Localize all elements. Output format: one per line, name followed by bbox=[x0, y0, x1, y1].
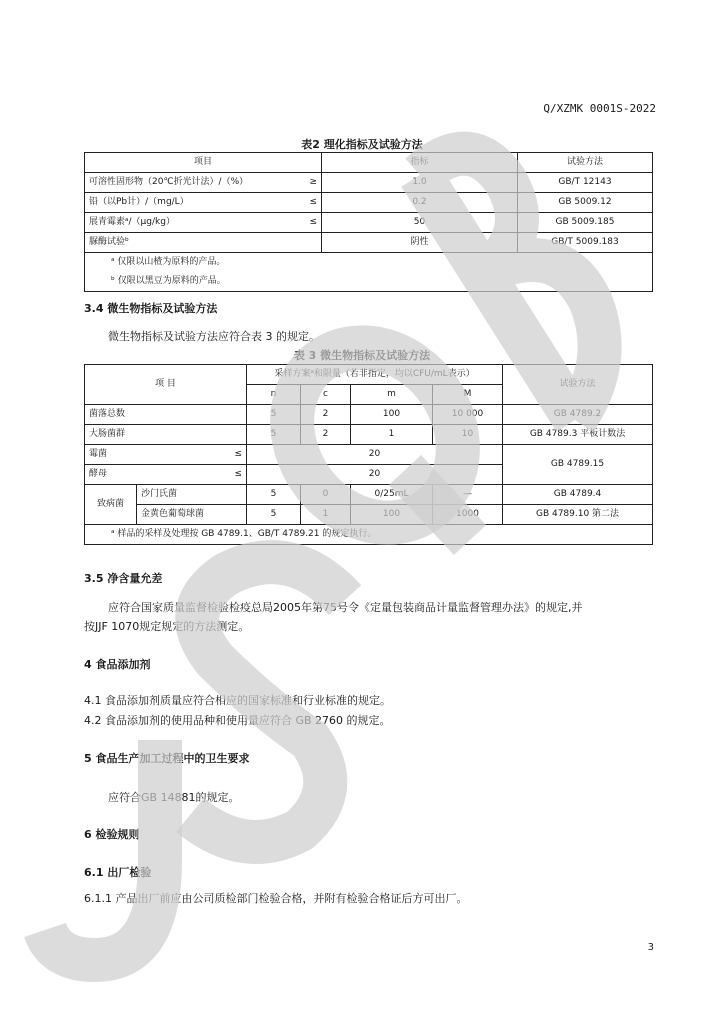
section-5-title: 5 食品生产加工过程中的卫生要求 bbox=[84, 752, 250, 765]
table-row bbox=[85, 425, 653, 445]
table3-n: 5 bbox=[247, 405, 301, 425]
table3-item: 酵母 bbox=[89, 469, 108, 479]
table-row bbox=[85, 505, 653, 525]
section-6-title: 6 检验规则 bbox=[84, 828, 140, 841]
table2-op: ≥ bbox=[309, 177, 317, 187]
table3-item: 霉菌 bbox=[89, 449, 108, 459]
table3-header-M: M bbox=[433, 385, 503, 405]
table3-M: 1000 bbox=[433, 505, 503, 525]
table2-caption: 表2 理化指标及试验方法 bbox=[301, 138, 423, 151]
table3-M: 10 000 bbox=[433, 405, 503, 425]
table3-method: GB 4789.15 bbox=[503, 445, 653, 485]
table3-c: 2 bbox=[301, 425, 351, 445]
table2-op: ≤ bbox=[309, 217, 317, 227]
table3-n: 5 bbox=[247, 485, 301, 505]
section-4-1: 4.1 食品添加剂质量应符合相应的国家标准和行业标准的规定。 bbox=[84, 694, 391, 707]
table2-method: GB/T 5009.183 bbox=[518, 233, 653, 253]
table3-item: 沙门氏菌 bbox=[137, 485, 247, 505]
table2-op: ≤ bbox=[309, 197, 317, 207]
table3-limit: 20 bbox=[247, 465, 503, 485]
table-row bbox=[85, 485, 653, 505]
table3-header-c: c bbox=[301, 385, 351, 405]
table3-method: GB 4789.10 第二法 bbox=[503, 505, 653, 525]
table2-value: 50 bbox=[322, 213, 518, 233]
table-row bbox=[85, 193, 653, 213]
table3-item: 金黄色葡萄球菌 bbox=[137, 505, 247, 525]
table2-value: 0.2 bbox=[322, 193, 518, 213]
page-number: 3 bbox=[647, 942, 654, 953]
table3-caption: 表 3 微生物指标及试验方法 bbox=[293, 349, 431, 362]
table2-item: 可溶性固形物（20℃折光计法）/（%） bbox=[89, 177, 249, 187]
table3-header-n: n bbox=[247, 385, 301, 405]
table3-limit: 20 bbox=[247, 445, 503, 465]
section-3-4-title: 3.4 微生物指标及试验方法 bbox=[84, 302, 218, 315]
table2-header-item: 项目 bbox=[85, 153, 322, 173]
section-6-1-1: 6.1.1 产品出厂前应由公司质检部门检验合格，并附有检验合格证后方可出厂。 bbox=[84, 892, 468, 905]
table-row bbox=[85, 213, 653, 233]
table2-note: ᵃ 仅限以山楂为原料的产品。 bbox=[85, 253, 653, 273]
table2-method: GB/T 12143 bbox=[518, 173, 653, 193]
table3-header-m: m bbox=[351, 385, 433, 405]
document-code: Q/XZMK 0001S-2022 bbox=[543, 102, 656, 115]
table3-m: 100 bbox=[351, 505, 433, 525]
table2-header-value: 指标 bbox=[322, 153, 518, 173]
section-6-1-title: 6.1 出厂检验 bbox=[84, 866, 152, 879]
table2-value: 1.0 bbox=[322, 173, 518, 193]
table-row bbox=[85, 173, 653, 193]
table2-method: GB 5009.185 bbox=[518, 213, 653, 233]
table3-method: GB 4789.2 bbox=[503, 405, 653, 425]
table3-m: 100 bbox=[351, 405, 433, 425]
section-3-5-paragraph-line1: 应符合国家质量监督检验检疫总局2005年第75号令《定量包装商品计量监督管理办法》的规定,并 bbox=[108, 601, 583, 614]
table3-c: 1 bbox=[301, 505, 351, 525]
table2-method: GB 5009.12 bbox=[518, 193, 653, 213]
section-5-paragraph: 应符合GB 14881的规定。 bbox=[108, 791, 240, 804]
table3-group: 致病菌 bbox=[85, 485, 137, 525]
table3 bbox=[84, 364, 653, 545]
table3-header-plan: 采样方案ᵃ和限量（若非指定，均以CFU/mL表示） bbox=[247, 365, 503, 385]
section-3-4-paragraph: 微生物指标及试验方法应符合表 3 的规定。 bbox=[108, 330, 320, 343]
table3-header-method: 试验方法 bbox=[503, 365, 653, 405]
table3-item: 菌落总数 bbox=[85, 405, 247, 425]
table2-item: 展青霉素ᵃ/（μg/kg） bbox=[89, 217, 175, 227]
table3-M: — bbox=[433, 485, 503, 505]
table-row bbox=[85, 445, 653, 465]
table3-M: 10 bbox=[433, 425, 503, 445]
section-4-title: 4 食品添加剂 bbox=[84, 658, 151, 671]
table3-note: ᵃ 样品的采样及处理按 GB 4789.1、GB/T 4789.21 的规定执行。 bbox=[85, 525, 653, 545]
table2-header-method: 试验方法 bbox=[518, 153, 653, 173]
table-row bbox=[85, 405, 653, 425]
table2-value: 阴性 bbox=[322, 233, 518, 253]
table3-header-item: 项 目 bbox=[85, 365, 247, 405]
table2 bbox=[84, 152, 653, 292]
watermark-letter-j bbox=[45, 740, 160, 960]
table3-item: 大肠菌群 bbox=[85, 425, 247, 445]
section-3-5-paragraph-line2: 按JJF 1070规定规定的方法测定。 bbox=[84, 620, 250, 633]
table3-c: 2 bbox=[301, 405, 351, 425]
table3-m: 0/25mL bbox=[351, 485, 433, 505]
section-3-5-title: 3.5 净含量允差 bbox=[84, 572, 163, 585]
table3-method: GB 4789.3 平板计数法 bbox=[503, 425, 653, 445]
table3-c: 0 bbox=[301, 485, 351, 505]
table3-method: GB 4789.4 bbox=[503, 485, 653, 505]
table2-note: ᵇ 仅限以黑豆为原料的产品。 bbox=[85, 272, 653, 292]
table3-op: ≤ bbox=[234, 469, 242, 479]
section-4-2: 4.2 食品添加剂的使用品种和使用量应符合 GB 2760 的规定。 bbox=[84, 714, 391, 727]
table3-op: ≤ bbox=[234, 449, 242, 459]
table3-m: 1 bbox=[351, 425, 433, 445]
table3-n: 5 bbox=[247, 425, 301, 445]
table3-n: 5 bbox=[247, 505, 301, 525]
table2-item: 铅（以Pb计）/（mg/L） bbox=[89, 197, 189, 207]
table-row bbox=[85, 233, 653, 253]
table2-item: 脲酶试验ᵇ bbox=[89, 237, 129, 247]
